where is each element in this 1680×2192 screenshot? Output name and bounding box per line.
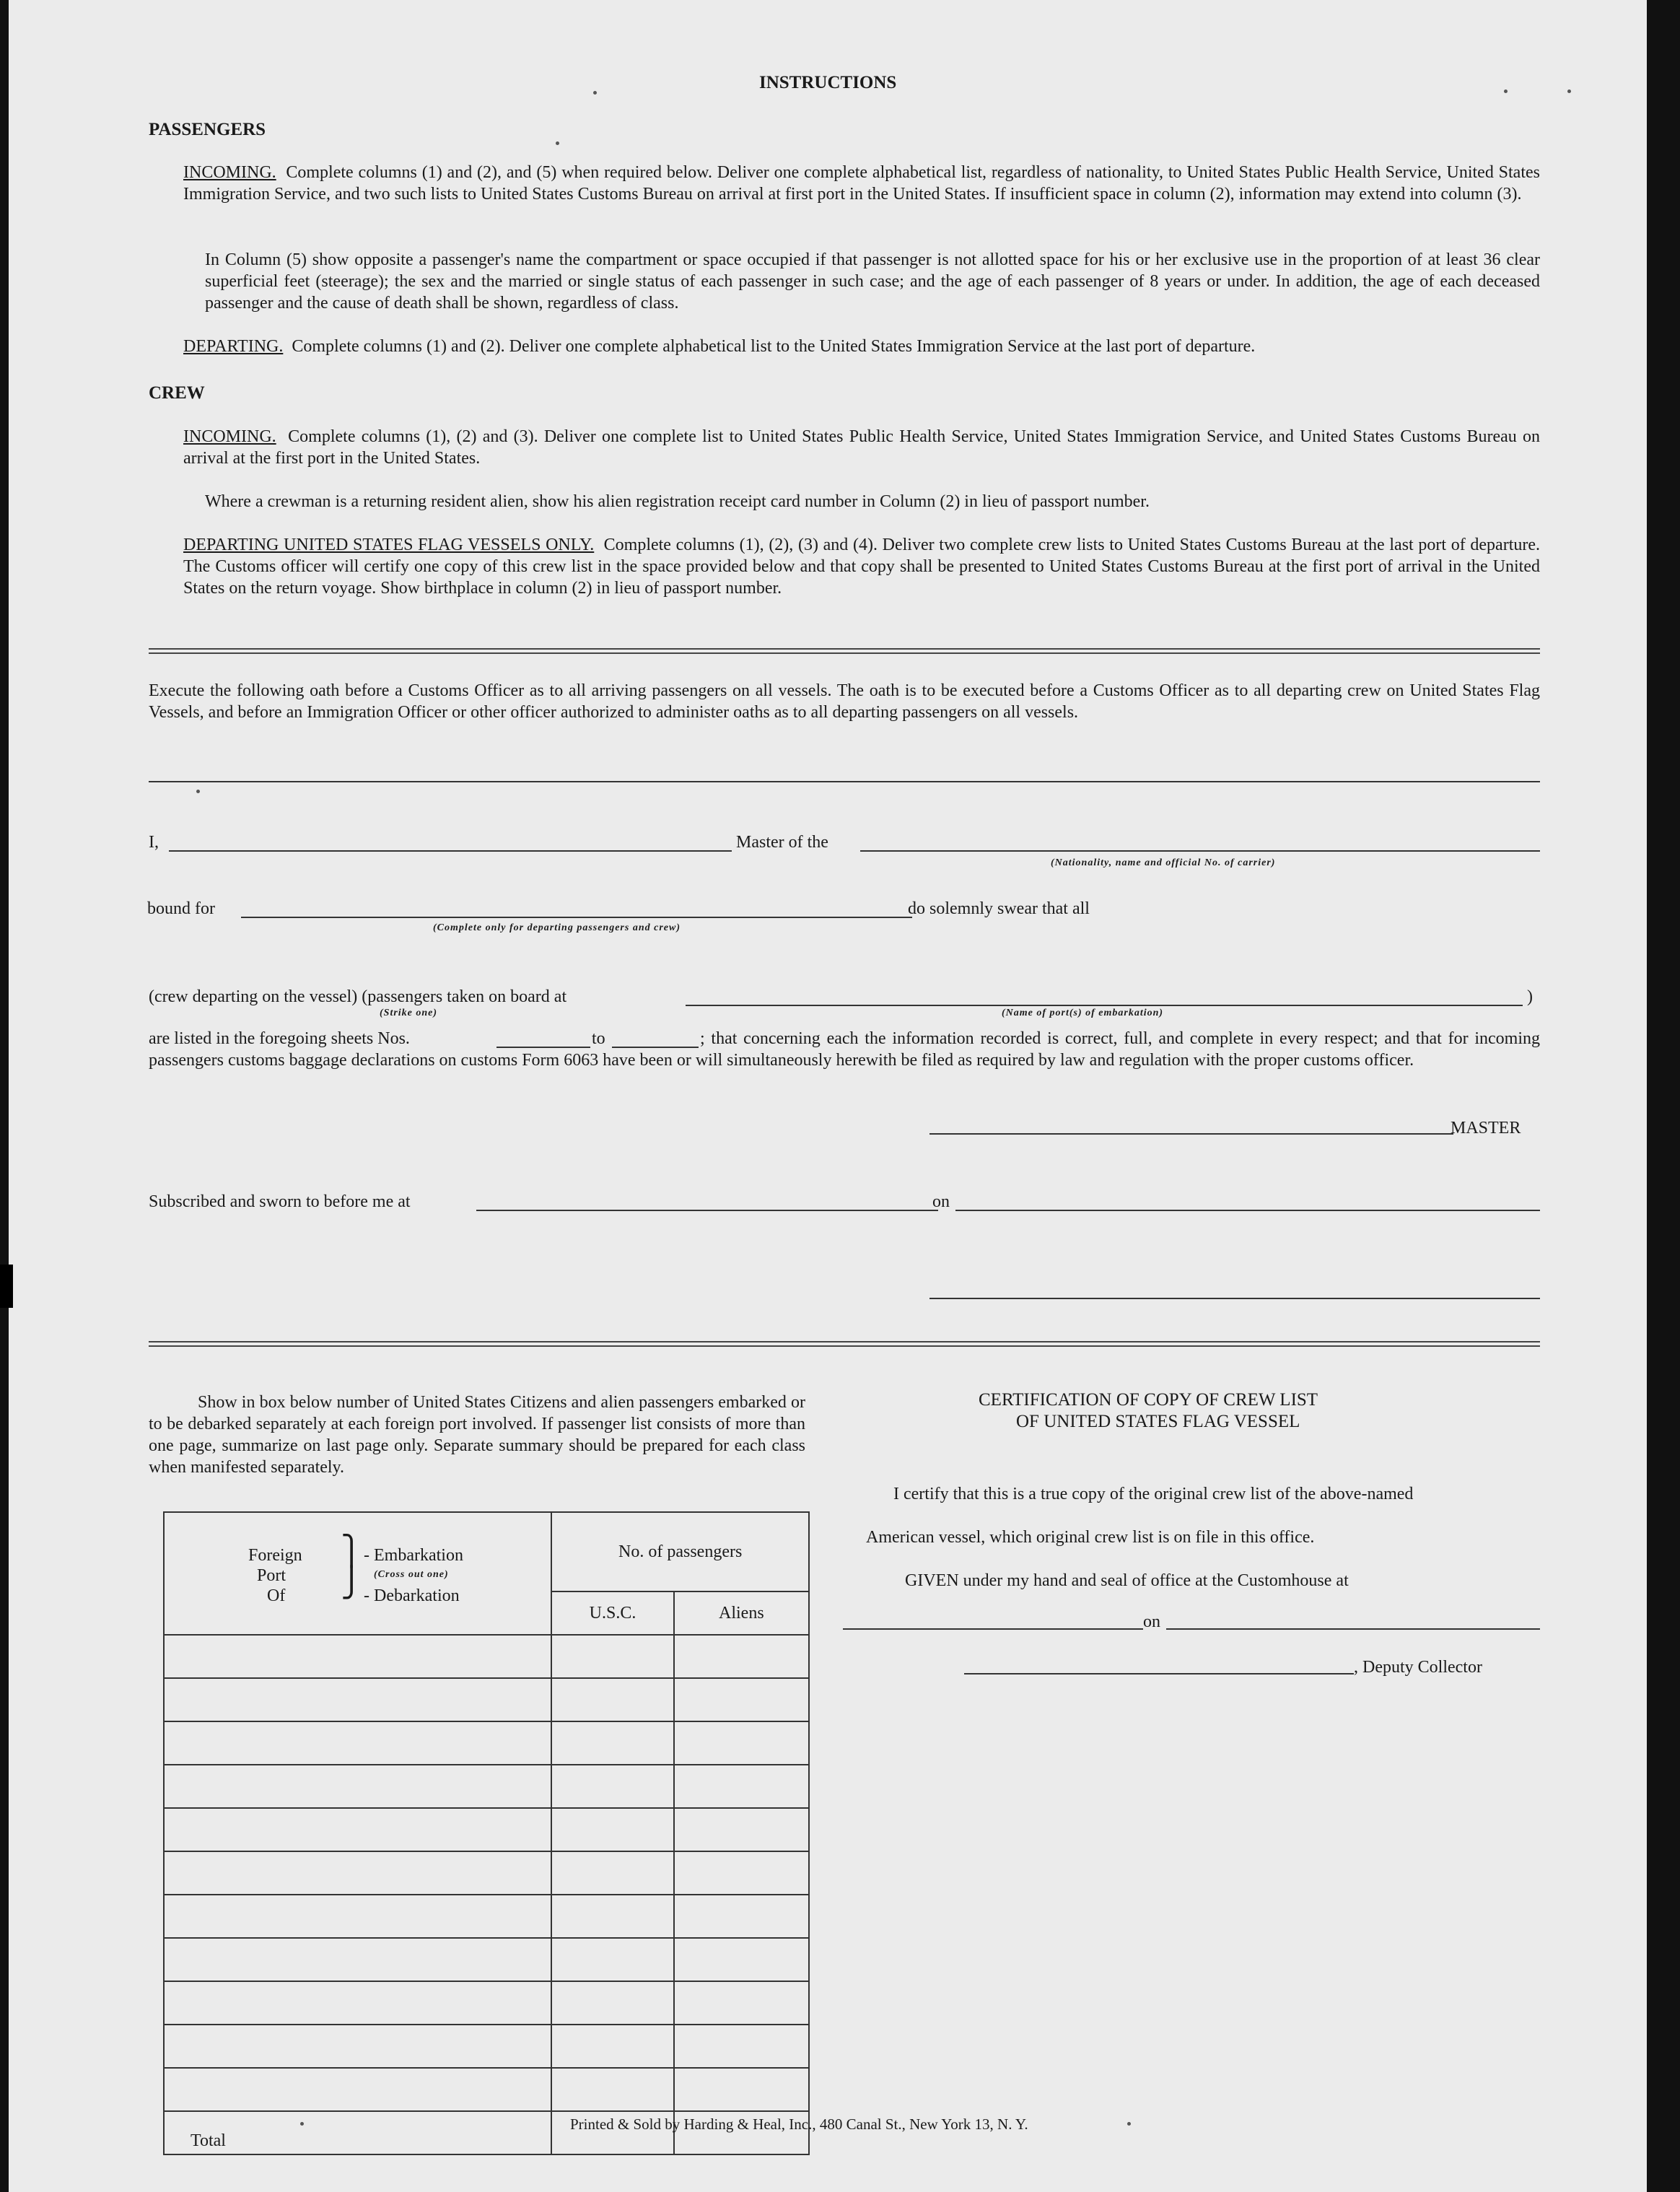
- usc-cell[interactable]: [551, 1635, 673, 1678]
- usc-cell[interactable]: [551, 1721, 673, 1765]
- crew-heading: CREW: [149, 383, 205, 403]
- passengers-departing-paragraph: [183, 336, 1255, 357]
- certification-on-label: on: [1143, 1612, 1160, 1631]
- scan-edge-mark: [0, 1265, 13, 1308]
- aliens-cell[interactable]: [674, 1635, 809, 1678]
- total-label: Total: [191, 2131, 226, 2150]
- section-divider-2: [149, 1341, 1540, 1347]
- port-cell[interactable]: [164, 1808, 551, 1851]
- aliens-cell[interactable]: [674, 1981, 809, 2025]
- master-of-label: Master of the: [736, 833, 828, 852]
- scan-speck: [1567, 89, 1571, 93]
- brace-icon-lower: ⎭: [341, 1566, 362, 1599]
- table-row: [164, 1808, 809, 1851]
- listed-to-label: to: [592, 1029, 605, 1048]
- port-caption: (Name of port(s) of embarkation): [1002, 1008, 1164, 1018]
- port-cell[interactable]: [164, 1635, 551, 1678]
- bound-for-label: bound for: [147, 899, 215, 918]
- passengers-incoming-paragraph: [183, 162, 1540, 205]
- usc-cell[interactable]: [551, 1765, 673, 1808]
- embarkation-port-field[interactable]: [686, 1005, 1523, 1006]
- table-row: [164, 1765, 809, 1808]
- passengers-column5-paragraph: In Column (5) show opposite a passenger's name the compartment or space occupied if that passenger is not allotted space for his or her exclusive use in the proportion of at least 36 clear superficial feet (steerage); the sex and the married or single status of each passenger in such case; and the age of each passenger of 8 years or under. In addition, the age of each deceased passenger and the cause of death shall be shown, regardless of class.: [205, 250, 1540, 313]
- crew-incoming-paragraph: [183, 426, 1540, 469]
- port-cell[interactable]: [164, 1721, 551, 1765]
- table-row: [164, 1895, 809, 1938]
- port-label: Port: [257, 1566, 286, 1585]
- section-divider: [149, 648, 1540, 654]
- usc-cell[interactable]: [551, 1938, 673, 1981]
- foreign-label: Foreign: [248, 1546, 302, 1565]
- usc-cell[interactable]: [551, 2025, 673, 2068]
- form-page: [9, 0, 1647, 2192]
- passengers-heading: PASSENGERS: [149, 120, 266, 139]
- port-cell[interactable]: [164, 1678, 551, 1721]
- table-row: [164, 1721, 809, 1765]
- table-row: [164, 1678, 809, 1721]
- passengers-departing-label: DEPARTING.: [183, 337, 284, 356]
- port-cell[interactable]: [164, 1981, 551, 2025]
- scan-speck: [1127, 2122, 1131, 2126]
- close-paren: ): [1527, 987, 1533, 1006]
- no-passengers-header: No. of passengers: [551, 1512, 809, 1591]
- certification-line-3: GIVEN under my hand and seal of office at the Customhouse at: [905, 1571, 1349, 1590]
- crew-flag-label: DEPARTING UNITED STATES FLAG VESSELS ONLY.: [183, 536, 595, 554]
- certification-line-1: I certify that this is a true copy of the original crew list of the above-named: [893, 1485, 1414, 1503]
- printer-footer: Printed & Sold by Harding & Heal, Inc., 480 Canal St., New York 13, N. Y.: [570, 2115, 1028, 2133]
- embarkation-label: - Embarkation: [364, 1546, 463, 1565]
- listed-paragraph: ; that concerning each the information recorded is correct, full, and complete in every respect; and that for incoming passengers customs baggage declarations on customs Form 6063 have been or will simultaneously herewith be filed as required by law and regulation with the proper customs officer.: [149, 1029, 1540, 1070]
- passengers-incoming-text: Complete columns (1) and (2), and (5) when required below. Deliver one complete alphabetical list, regardless of nationality, to United States Public Health Service, United States Immigration Service, and two such lists to United States Customs Bureau on arrival at first port in the United States. If insufficient space in column (2), information may extend into column (3).: [183, 163, 1540, 204]
- crew-flag-text: Complete columns (1), (2), (3) and (4). Deliver two complete crew lists to United States Customs Bureau at the last port of departure. The Customs officer will certify one copy of this crew list in the space provided below and that copy shall be presented to United States Customs Bureau at the first port of arrival in the United States on the return voyage. Show birthplace in column (2) in lieu of passport number.: [183, 536, 1541, 598]
- usc-cell[interactable]: [551, 1895, 673, 1938]
- aliens-cell[interactable]: [674, 1808, 809, 1851]
- officer-signature-field[interactable]: [929, 1298, 1540, 1299]
- scan-speck: [593, 91, 597, 95]
- port-cell[interactable]: [164, 2025, 551, 2068]
- scan-speck: [300, 2122, 304, 2126]
- table-row: [164, 1981, 809, 2025]
- sworn-date-field[interactable]: [955, 1210, 1540, 1211]
- table-row: [164, 1938, 809, 1981]
- crew-incoming-label: INCOMING.: [183, 427, 276, 446]
- port-cell[interactable]: [164, 1938, 551, 1981]
- passengers-incoming-label: INCOMING.: [183, 163, 276, 182]
- scan-speck: [556, 141, 559, 145]
- usc-cell[interactable]: [551, 1808, 673, 1851]
- cross-out-caption: (Cross out one): [374, 1569, 449, 1580]
- certification-line-2: American vessel, which original crew list is on file in this office.: [866, 1528, 1315, 1547]
- oath-intro: Execute the following oath before a Customs Officer as to all arriving passengers on all vessels. The oath is to be executed before a Customs Officer as to all departing crew on United States Flag Vessels, and before an Immigration Officer or other officer authorized to administer oaths as to all departing passengers on all vessels.: [149, 681, 1540, 722]
- crew-flag-paragraph: [183, 534, 1540, 599]
- port-cell[interactable]: [164, 1851, 551, 1895]
- subscribed-label: Subscribed and sworn to before me at: [149, 1192, 411, 1211]
- total-cell: [164, 2111, 551, 2154]
- nationality-caption: (Nationality, name and official No. of carrier): [1051, 857, 1276, 868]
- foreign-port-header: [164, 1512, 551, 1635]
- table-row: [164, 2068, 809, 2111]
- oath-i-label: I,: [149, 833, 159, 852]
- debarkation-label: - Debarkation: [364, 1586, 460, 1605]
- certification-date-field[interactable]: [1166, 1628, 1540, 1630]
- aliens-cell[interactable]: [674, 1938, 809, 1981]
- customhouse-field[interactable]: [843, 1628, 1143, 1630]
- aliens-cell[interactable]: [674, 1765, 809, 1808]
- swear-label: do solemnly swear that all: [908, 899, 1090, 918]
- aliens-cell[interactable]: [674, 2025, 809, 2068]
- passengers-departing-text: Complete columns (1) and (2). Deliver one complete alphabetical list to the United States Immigration Service at the last port of departure.: [292, 337, 1256, 356]
- carrier-field[interactable]: [860, 850, 1540, 852]
- aliens-cell[interactable]: [674, 1721, 809, 1765]
- of-label: Of: [267, 1586, 286, 1605]
- aliens-cell[interactable]: [674, 1895, 809, 1938]
- table-row: [164, 1851, 809, 1895]
- table-row: [164, 1635, 809, 1678]
- port-cell[interactable]: [164, 1895, 551, 1938]
- scan-speck: [1504, 89, 1508, 93]
- oath-divider: [149, 781, 1540, 782]
- listed-label: are listed in the foregoing sheets Nos.: [149, 1029, 410, 1048]
- strike-caption: (Strike one): [380, 1008, 438, 1018]
- sworn-on-label: on: [932, 1192, 950, 1211]
- usc-cell[interactable]: [551, 1678, 673, 1721]
- aliens-header: Aliens: [674, 1591, 809, 1635]
- port-cell[interactable]: [164, 2068, 551, 2111]
- brace-icon: ⎫: [341, 1534, 362, 1567]
- aliens-cell[interactable]: [674, 2068, 809, 2111]
- deputy-label: , Deputy Collector: [1354, 1658, 1482, 1677]
- bound-for-field[interactable]: [241, 917, 912, 918]
- crew-resident-paragraph: Where a crewman is a returning resident alien, show his alien registration receipt card number in Column (2) in lieu of passport number.: [205, 492, 1150, 511]
- departing-caption: (Complete only for departing passengers and crew): [433, 922, 681, 933]
- usc-cell[interactable]: [551, 1981, 673, 2025]
- certification-title-1: CERTIFICATION OF COPY OF CREW LIST: [979, 1390, 1318, 1410]
- scan-speck: [196, 790, 200, 793]
- crew-incoming-text: Complete columns (1), (2) and (3). Deliver one complete list to United States Public Health Service, United States Immigration Service, and United States Customs Bureau on arrival at the first port in the United States.: [183, 427, 1541, 468]
- master-label: MASTER: [1451, 1119, 1521, 1138]
- summary-instructions: Show in box below number of United States Citizens and alien passengers embarked or to be debarked separately at each foreign port involved. If passenger list consists of more than one page, summarize on last page only. Separate summary should be prepared for each class when manifested separately.: [149, 1393, 805, 1477]
- page-title: INSTRUCTIONS: [759, 73, 897, 92]
- master-name-field[interactable]: [169, 850, 732, 852]
- deputy-signature-field[interactable]: [964, 1673, 1354, 1674]
- usc-cell[interactable]: [551, 1851, 673, 1895]
- certification-title-2: OF UNITED STATES FLAG VESSEL: [1016, 1412, 1300, 1431]
- aliens-cell[interactable]: [674, 1678, 809, 1721]
- table-row: [164, 2025, 809, 2068]
- aliens-cell[interactable]: [674, 1851, 809, 1895]
- crew-line-label: (crew departing on the vessel) (passengers taken on board at: [149, 987, 567, 1006]
- sworn-place-field[interactable]: [476, 1210, 938, 1211]
- port-cell[interactable]: [164, 1765, 551, 1808]
- usc-cell[interactable]: [551, 2068, 673, 2111]
- usc-header: U.S.C.: [551, 1591, 673, 1635]
- master-signature-field[interactable]: [929, 1133, 1453, 1135]
- passenger-summary-table: [163, 1511, 810, 2155]
